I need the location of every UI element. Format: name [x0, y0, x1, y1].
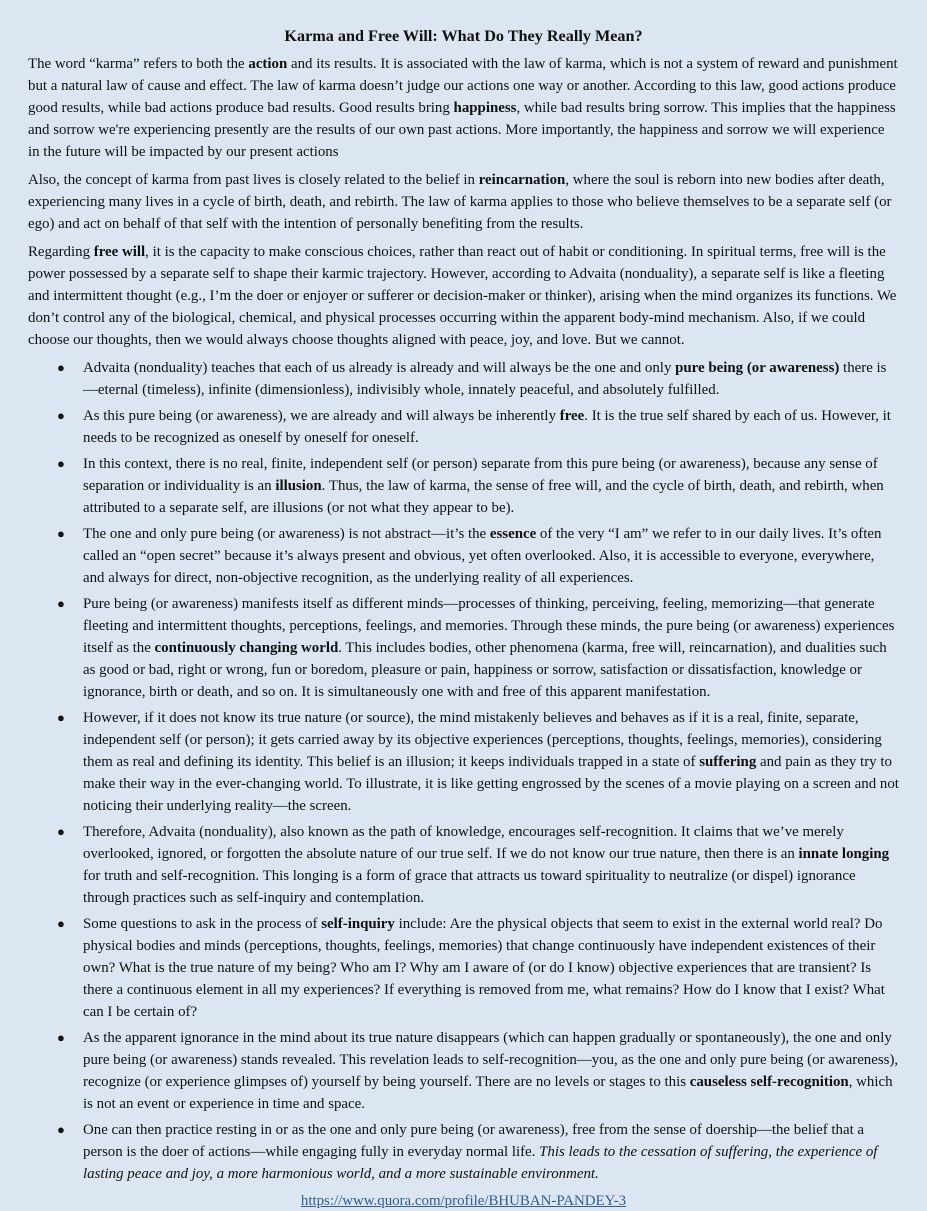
bullet-icon: ● [57, 824, 65, 839]
bullet-icon: ● [57, 1030, 65, 1045]
text-run: . This includes bodies, other phenomena (karma, free will, reincarnation), and dualities such as good or bad, right or wrong, fun or boredom, pleasure or pain, happiness or sorrow, satisfaction or dissatisfaction, knowledge or ignorance, birth or death, and so on. It is simultaneously one with and free of this apparent manifestation. [83, 640, 887, 700]
text-run: , which is not an event or experience in time and space. [83, 1074, 893, 1112]
list-item [28, 357, 899, 401]
bold-text: action [248, 56, 288, 72]
bold-text: illusion [275, 478, 322, 494]
bold-text: free [559, 408, 585, 424]
text-run: and its results. It is associated with the law of karma, which is not a system of reward and punishment but a natural law of cause and effect. The law of karma doesn’t judge our actions one way or another. According to this law, good actions produce good results, while bad actions produce bad results. Good results bring [28, 56, 898, 116]
text-run: As this pure being (or awareness), we are already and will always be inherently [83, 408, 560, 424]
text-run: Some questions to ask in the process of [83, 916, 322, 932]
bold-text: self-inquiry [321, 916, 395, 932]
text-run: and pain as they try to make their way in the ever-changing world. To illustrate, it is like getting engrossed by the scenes of a movie playing on a screen and not noticing their underlying reality—the screen. [83, 754, 899, 814]
profile-link[interactable]: https://www.quora.com/profile/BHUBAN-PANDEY-3 [300, 1193, 627, 1209]
text-run: Advaita (nonduality) teaches that each of us already is already and will always be the one and only [83, 360, 676, 376]
text-run: include: Are the physical objects that seem to exist in the external world real? Do physical bodies and minds (perceptions, thoughts, feelings, memories) that change continuously have independent existences of their own? What is the true nature of my being? Who am I? Why am I aware of (or do I know) objective experiences that are transient? Is there a continuous element in all my experiences? If everything is removed from me, what remains? How do I know that I exist? What can I be certain of? [83, 916, 885, 1020]
bold-text: pure being (or awareness) [675, 360, 840, 376]
bullet-icon: ● [57, 916, 65, 931]
intro-paragraphs [28, 53, 899, 351]
list-item [28, 593, 899, 703]
text-run: there is—eternal (timeless), infinite (dimensionless), indivisibly whole, innately peaceful, and absolutely fulfilled. [83, 360, 887, 398]
text-run: for truth and self-recognition. This longing is a form of grace that attracts us toward spirituality to neutralize (or dispel) ignorance through practices such as self-inquiry and contemplation. [83, 868, 856, 906]
footer [28, 1191, 899, 1211]
bold-text: suffering [699, 754, 757, 770]
text-run: Also, the concept of karma from past lives is closely related to the belief in [28, 172, 479, 188]
bold-text: causeless self-recognition [689, 1074, 849, 1090]
paragraph [28, 169, 899, 235]
text-run: Regarding [28, 244, 94, 260]
list-item [28, 913, 899, 1023]
bullet-icon: ● [57, 408, 65, 423]
bold-text: essence [489, 526, 537, 542]
text-run: In this context, there is no real, finite, independent self (or person) separate from this pure being (or awareness), because any sense of separation or individuality is an [83, 456, 878, 494]
text-run: The one and only pure being (or awareness) is not abstract—it’s the [83, 526, 490, 542]
paragraph [28, 53, 899, 163]
list-item [28, 821, 899, 909]
bullet-icon: ● [57, 596, 65, 611]
list-item [28, 1027, 899, 1115]
bold-text: innate longing [798, 846, 890, 862]
bullet-icon: ● [57, 456, 65, 471]
bold-text: free will [93, 244, 146, 260]
text-run: of the very “I am” we refer to in our daily lives. It’s often called an “open secret” because it’s always present and obvious, yet often overlooked. Also, it is accessible to everyone, everywhere, and always for direct, non-objective recognition, as the underlying reality of all experiences. [83, 526, 882, 586]
italic-text: This leads to the cessation of suffering, the experience of lasting peace and joy, a more harmonious world, and a more sustainable environment. [83, 1144, 878, 1182]
list-item [28, 453, 899, 519]
text-run: . It is the true self shared by each of us. However, it needs to be recognized as oneself by oneself for oneself. [83, 408, 891, 446]
text-run: However, if it does not know its true nature (or source), the mind mistakenly believes and behaves as if it is a real, finite, separate, independent self (or person); it gets carried away by its objective experiences (perceptions, thoughts, feelings, memories), considering them as real and defining its identity. This belief is an illusion; it keeps individuals trapped in a state of [83, 710, 882, 770]
bullet-icon: ● [57, 526, 65, 541]
text-run: Therefore, Advaita (nonduality), also known as the path of knowledge, encourages self-recognition. It claims that we’ve merely overlooked, ignored, or forgotten the absolute nature of our true self. If we do not know our true nature, then there is an [83, 824, 844, 862]
list-item [28, 1119, 899, 1185]
text-run: Pure being (or awareness) manifests itself as different minds—processes of thinking, perceiving, feeling, memorizing—that generate fleeting and intermittent thoughts, perceptions, feelings, and memories. Through these minds, the pure being (or awareness) experiences itself as the [83, 596, 895, 656]
bullet-list [28, 357, 899, 1185]
text-run: As the apparent ignorance in the mind about its true nature disappears (which can happen gradually or spontaneously), the one and only pure being (or awareness) stands revealed. This revelation leads to self-recognition—you, as the one and only pure being (or awareness), recognize (or experience glimpses of) yourself by being yourself. There are no levels or stages to this [83, 1030, 899, 1090]
document-title: Karma and Free Will: What Do They Really Mean? [284, 27, 643, 45]
bold-text: happiness [453, 100, 517, 116]
bullet-icon: ● [57, 710, 65, 725]
text-run: , while bad results bring sorrow. This implies that the happiness and sorrow we're experiencing presently are the results of our own past actions. More importantly, the happiness and sorrow we will experience in the future will be impacted by our present actions [28, 100, 896, 160]
text-run: One can then practice resting in or as the one and only pure being (or awareness), free from the sense of doership—the belief that a person is the doer of actions—while engaging fully in everyday normal life. [83, 1122, 865, 1160]
list-item [28, 523, 899, 589]
bullet-icon: ● [57, 360, 65, 375]
bold-text: continuously changing world [154, 640, 339, 656]
paragraph [28, 241, 899, 351]
bullet-icon: ● [57, 1122, 65, 1137]
list-item [28, 405, 899, 449]
bold-text: reincarnation [478, 172, 566, 188]
text-run: . Thus, the law of karma, the sense of free will, and the cycle of birth, death, and rebirth, when attributed to a separate self, are illusions (or not what they appear to be). [83, 478, 884, 516]
text-run: , it is the capacity to make conscious choices, rather than react out of habit or conditioning. In spiritual terms, free will is the power possessed by a separate self to shape their karmic trajectory. However, according to Advaita (nonduality), a separate self is like a fleeting and intermittent thought (e.g., I’m the doer or enjoyer or sufferer or decision-maker or thinker), arising when the mind organizes its functions. We don’t control any of the biological, chemical, and physical processes occurring within the apparent body-mind mechanism. Also, if we could choose our thoughts, then we would always choose thoughts aligned with peace, joy, and love. But we cannot. [28, 244, 897, 348]
text-run: , where the soul is reborn into new bodies after death, experiencing many lives in a cycle of birth, death, and rebirth. The law of karma applies to those who believe themselves to be a separate self (or ego) and act on behalf of that self with the intention of personally benefiting from the results. [28, 172, 892, 232]
list-item [28, 707, 899, 817]
text-run: The word “karma” refers to both the [28, 56, 249, 72]
